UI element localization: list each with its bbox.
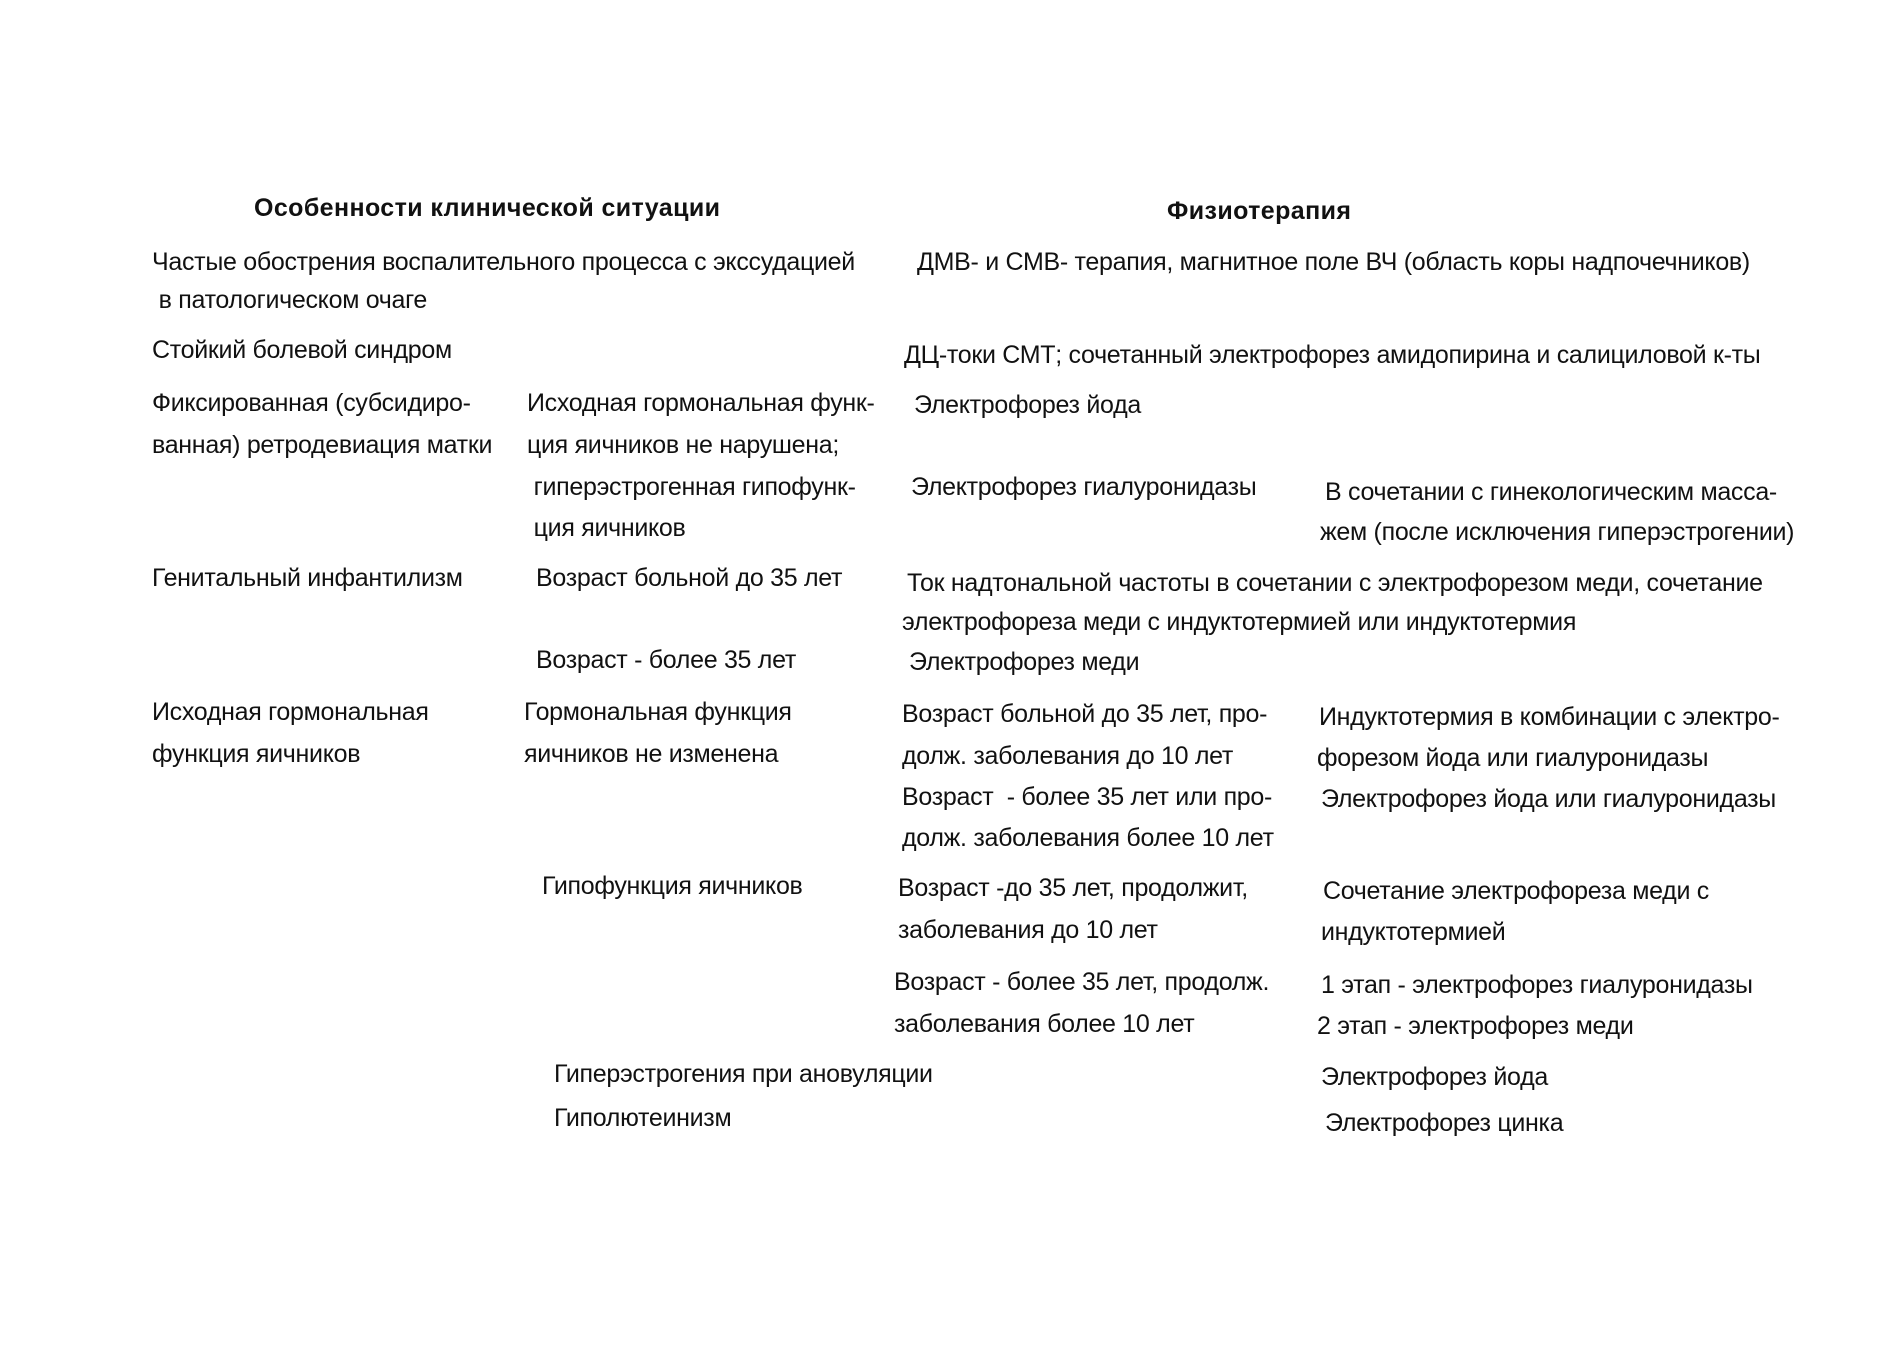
therapy-iodine-electrophoresis: Электрофорез йода xyxy=(914,391,1141,419)
situation-frequent-exacerbations-line1: Частые обострения воспалительного процесса с экссудацией xyxy=(152,248,855,276)
therapy-supratonal-current-line2: электрофореза меди с индуктотермией или индуктотермия xyxy=(902,608,1577,636)
therapy-copper-inductothermy-line1: Сочетание электрофореза меди с xyxy=(1323,877,1709,905)
subcondition-age-under-35-hypo-line2: заболевания до 10 лет xyxy=(898,916,1158,944)
condition-ovarian-hypofunction: Гипофункция яичников xyxy=(542,872,803,900)
therapy-supratonal-current-line1: Ток надтональной частоты в сочетании с электрофорезом меди, сочетание xyxy=(907,569,1763,597)
situation-initial-hormonal-line1: Исходная гормональная xyxy=(152,698,429,726)
therapy-dc-currents: ДЦ-токи СМТ; сочетанный электрофорез амидопирина и салициловой к-ты xyxy=(904,341,1761,369)
condition-hypoluteinism: Гиполютеинизм xyxy=(554,1104,732,1132)
subcondition-age-under-35-hypo-line1: Возраст -до 35 лет, продолжит, xyxy=(898,874,1248,902)
note-gynecological-massage-line2: жем (после исключения гиперэстрогении) xyxy=(1320,518,1795,546)
note-gynecological-massage-line1: В сочетании с гинекологическим масса- xyxy=(1325,478,1777,506)
therapy-iodine-or-hyaluronidase: Электрофорез йода или гиалуронидазы xyxy=(1321,785,1776,813)
therapy-zinc-electrophoresis: Электрофорез цинка xyxy=(1325,1109,1564,1137)
condition-hormonal-function-line2: ция яичников не нарушена; xyxy=(527,431,840,459)
header-physiotherapy: Физиотерапия xyxy=(1167,197,1352,225)
situation-initial-hormonal-line2: функция яичников xyxy=(152,740,361,768)
condition-hyperestrogenia-anovulation: Гиперэстрогения при ановуляции xyxy=(554,1060,933,1088)
therapy-stage-1: 1 этап - электрофорез гиалуронидазы xyxy=(1321,971,1753,999)
subcondition-age-over-35-line1: Возраст - более 35 лет или про- xyxy=(902,783,1273,811)
subcondition-age-under-35-line2: долж. заболевания до 10 лет xyxy=(902,742,1234,770)
condition-hormonal-unchanged-line1: Гормональная функция xyxy=(524,698,792,726)
situation-genital-infantilism: Генитальный инфантилизм xyxy=(152,564,463,592)
condition-hormonal-function-line1: Исходная гормональная функ- xyxy=(527,389,875,417)
therapy-iodine-electrophoresis-2: Электрофорез йода xyxy=(1321,1063,1548,1091)
condition-hormonal-unchanged-line2: яичников не изменена xyxy=(524,740,779,768)
situation-retrodeviation-line1: Фиксированная (субсидиро- xyxy=(152,389,471,417)
subcondition-age-over-35-hypo-line2: заболевания более 10 лет xyxy=(894,1010,1195,1038)
condition-hormonal-function-line4: ция яичников xyxy=(527,514,686,542)
subcondition-age-over-35-line2: долж. заболевания более 10 лет xyxy=(902,824,1274,852)
condition-hormonal-function-line3: гиперэстрогенная гипофунк- xyxy=(527,473,856,501)
therapy-copper-inductothermy-line2: индуктотермией xyxy=(1321,918,1506,946)
therapy-inductothermy-combo-line1: Индуктотермия в комбинации с электро- xyxy=(1319,703,1780,731)
condition-age-over-35: Возраст - более 35 лет xyxy=(536,646,797,674)
condition-age-under-35: Возраст больной до 35 лет xyxy=(536,564,843,592)
therapy-hyaluronidase-electrophoresis: Электрофорез гиалуронидазы xyxy=(911,473,1257,501)
subcondition-age-over-35-hypo-line1: Возраст - более 35 лет, продолж. xyxy=(894,968,1270,996)
situation-pain-syndrome: Стойкий болевой синдром xyxy=(152,336,452,364)
situation-retrodeviation-line2: ванная) ретродевиация матки xyxy=(152,431,493,459)
situation-frequent-exacerbations-line2: в патологическом очаге xyxy=(152,286,427,314)
subcondition-age-under-35-line1: Возраст больной до 35 лет, про- xyxy=(902,700,1268,728)
therapy-inductothermy-combo-line2: форезом йода или гиалуронидазы xyxy=(1317,744,1709,772)
therapy-copper-electrophoresis: Электрофорез меди xyxy=(909,648,1140,676)
header-clinical-situation: Особенности клинической ситуации xyxy=(254,194,721,222)
therapy-dmv-smv: ДМВ- и СМВ- терапия, магнитное поле ВЧ (область коры надпочечников) xyxy=(917,248,1750,276)
therapy-stage-2: 2 этап - электрофорез меди xyxy=(1317,1012,1634,1040)
